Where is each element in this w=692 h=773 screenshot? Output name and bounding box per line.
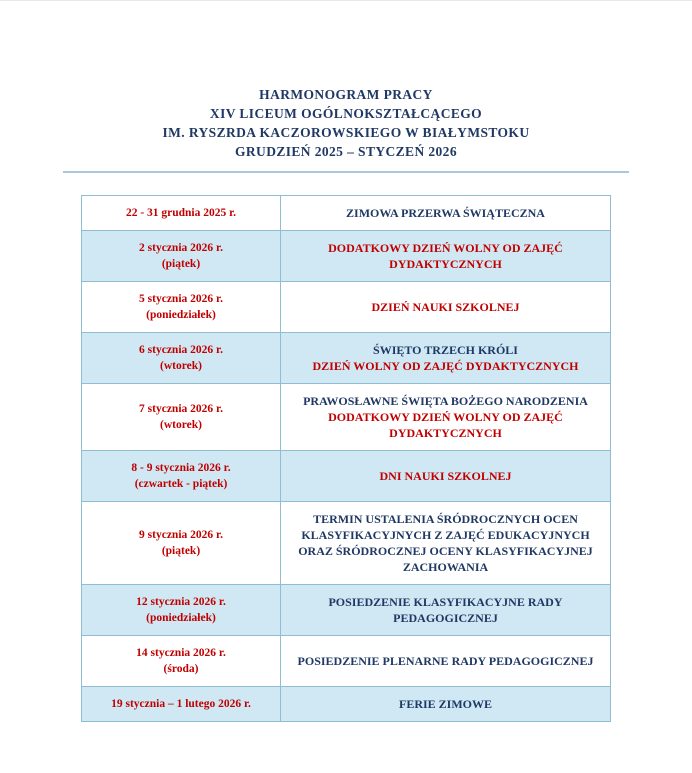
date-line: (wtorek) — [160, 360, 202, 372]
schedule-body — [82, 196, 611, 722]
date-line: (poniedziałek) — [146, 309, 216, 321]
date-cell — [82, 585, 281, 636]
table-row — [82, 585, 611, 636]
table-row — [82, 636, 611, 687]
date-line: 5 stycznia 2026 r. — [139, 293, 223, 305]
title-line-4: GRUDZIEŃ 2025 – STYCZEŃ 2026 — [235, 144, 457, 159]
date-cell — [82, 384, 281, 451]
date-line: (czwartek - piątek) — [134, 478, 228, 490]
table-row — [82, 333, 611, 384]
date-line: 9 stycznia 2026 r. — [139, 529, 223, 541]
date-cell — [82, 196, 281, 231]
event-line: TERMIN USTALENIA ŚRÓDROCZNYCH OCEN KLASYFIKACYJNYCH Z ZAJĘĆ EDUKACYJNYCH ORAZ ŚRÓDROCZNEJ OCENY KLASYFIKACYJNEJ ZACHOWANIA — [298, 512, 593, 574]
event-cell — [281, 502, 611, 585]
title-line-3: IM. RYSZRDA KACZOROWSKIEGO W BIAŁYMSTOKU — [162, 125, 530, 140]
date-cell — [82, 636, 281, 687]
event-cell — [281, 636, 611, 687]
date-cell — [82, 231, 281, 282]
title-divider — [63, 171, 629, 173]
event-line: DZIEŃ WOLNY OD ZAJĘĆ DYDAKTYCZNYCH — [312, 359, 579, 373]
event-cell — [281, 687, 611, 722]
event-line: PRAWOSŁAWNE ŚWIĘTA BOŻEGO NARODZENIA — [303, 394, 588, 408]
date-line: (poniedziałek) — [146, 612, 216, 624]
date-cell — [82, 282, 281, 333]
date-line: 22 - 31 grudnia 2025 r. — [125, 207, 237, 219]
date-line: 8 - 9 stycznia 2026 r. — [131, 462, 231, 474]
table-row — [82, 231, 611, 282]
table-row — [82, 502, 611, 585]
event-line: ZIMOWA PRZERWA ŚWIĄTECZNA — [346, 206, 545, 220]
event-line: DNI NAUKI SZKOLNEJ — [379, 469, 512, 483]
table-row — [82, 282, 611, 333]
document-title — [0, 85, 692, 161]
event-cell — [281, 282, 611, 333]
schedule-container — [81, 195, 611, 722]
event-line: DZIEŃ NAUKI SZKOLNEJ — [371, 300, 520, 314]
event-line: POSIEDZENIE PLENARNE RADY PEDAGOGICZNEJ — [297, 654, 594, 668]
event-line: FERIE ZIMOWE — [398, 697, 492, 711]
table-row — [82, 451, 611, 502]
event-line: DODATKOWY DZIEŃ WOLNY OD ZAJĘĆ DYDAKTYCZNYCH — [328, 241, 563, 271]
event-cell — [281, 585, 611, 636]
date-cell — [82, 502, 281, 585]
title-line-1: HARMONOGRAM PRACY — [259, 87, 433, 102]
event-line: DODATKOWY DZIEŃ WOLNY OD ZAJĘĆ DYDAKTYCZNYCH — [328, 410, 563, 440]
title-line-2: XIV LICEUM OGÓLNOKSZTAŁCĄCEGO — [209, 106, 483, 121]
date-cell — [82, 451, 281, 502]
date-line: 14 stycznia 2026 r. — [136, 647, 226, 659]
table-row — [82, 384, 611, 451]
date-line: 12 stycznia 2026 r. — [136, 596, 226, 608]
table-row — [82, 687, 611, 722]
date-cell — [82, 333, 281, 384]
table-row — [82, 196, 611, 231]
event-cell — [281, 451, 611, 502]
date-line: (wtorek) — [160, 419, 202, 431]
event-line: ŚWIĘTO TRZECH KRÓLI — [373, 343, 518, 357]
date-line: 7 stycznia 2026 r. — [139, 403, 223, 415]
date-line: 6 stycznia 2026 r. — [139, 344, 223, 356]
date-line: 19 stycznia – 1 lutego 2026 r. — [111, 698, 251, 710]
date-line: (piątek) — [161, 258, 201, 270]
date-line: 2 stycznia 2026 r. — [139, 242, 223, 254]
event-cell — [281, 196, 611, 231]
event-line: POSIEDZENIE KLASYFIKACYJNE RADY PEDAGOGICZNEJ — [328, 595, 563, 625]
schedule-table — [81, 195, 611, 722]
event-cell — [281, 231, 611, 282]
event-cell — [281, 384, 611, 451]
date-cell — [82, 687, 281, 722]
event-cell — [281, 333, 611, 384]
date-line: (piątek) — [161, 545, 201, 557]
date-line: (środa) — [163, 663, 199, 675]
